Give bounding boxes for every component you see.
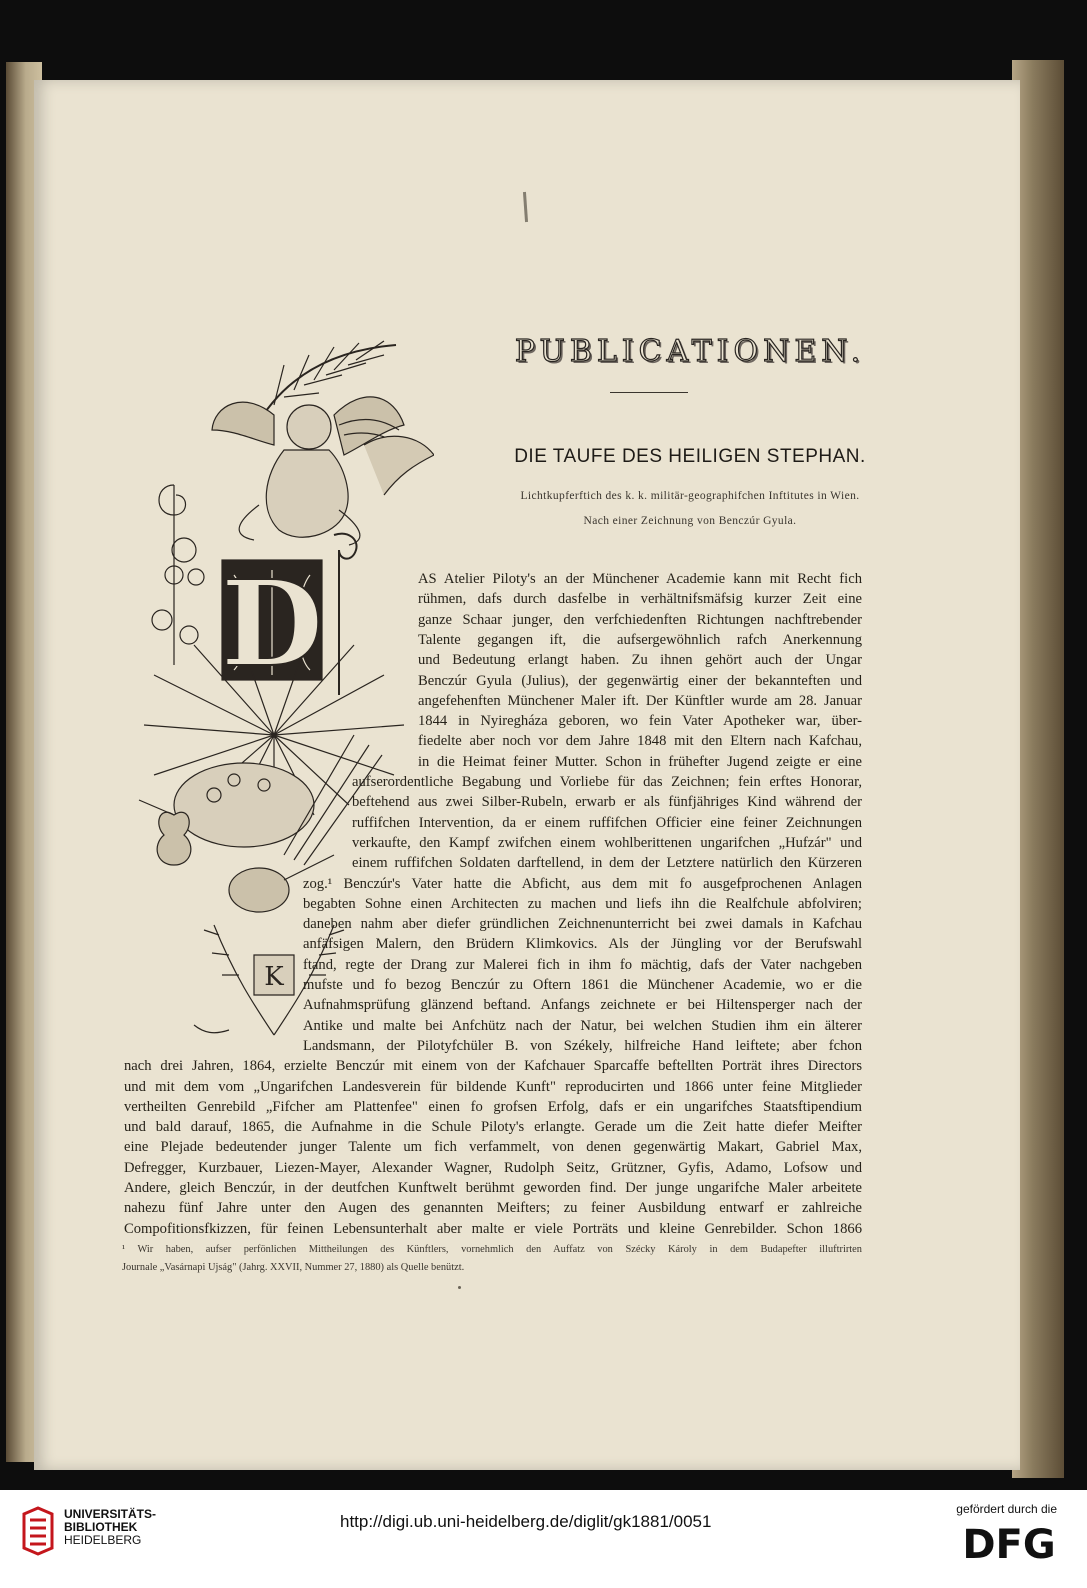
library-name [64,1508,156,1547]
text-line: fiedelte aber noch vor dem Jahre 1848 mit den Eltern nach Kafchau, [418,733,862,750]
text-line: Talente gegangen ift, die aufsergewöhnlich rafch Anerkennung [418,631,862,648]
dfg-logo-text: DFG [962,1522,1056,1564]
footnote-line-1: ¹ Wir haben, aufser perfönlichen Mittheilungen des Künftlers, vornehmlich den Auffatz von Szécky Károly in dem Budapefter illuftrirten [122,1244,862,1255]
text-line: anfäfsigen Malern, den Brüdern Klimkovics. Als der Jüngling vor der Berufswahl [303,936,862,953]
text-line: vertheilten Genrebild „Fifcher am Plattenfee" einen fo grofsen Erfolg, dafs er ein ungarifches Staatsftipendium [124,1098,862,1115]
text-line: verkaufte, den Kampf zwifchen einem wohlberittenen ungarifchen „Hufzár" und [352,834,862,851]
text-line: nach drei Jahren, 1864, erzielte Benczúr mit einem von der Kafchauer Sparcaffe beftellten Porträt ihres Directors [124,1058,862,1075]
dfg-logo-icon [957,1520,1061,1564]
text-line: 1844 in Nyiregháza geboren, wo fein Vater Apotheker war, über- [418,713,862,730]
text-line: angefehenften Münchener Maler ift. Der Künftler wurde am 28. Januar [418,692,862,709]
permalink-url[interactable]: http://digi.ub.uni-heidelberg.de/diglit/gk1881/0051 [340,1512,712,1531]
article-title: DIE TAUFE DES HEILIGEN STEPHAN. [514,446,866,467]
text-line: in die Heimat feiner Mutter. Schon in frühefter Jugend zeigte er eine [418,753,862,770]
text-line: ftand, regte der Drang zur Malerei fich in ihm fo mächtig, dafs der Vater nachgeben [303,956,862,973]
section-header: PUBLICATIONEN. [514,334,866,369]
university-library-logo-icon [18,1504,58,1558]
text-line: mufste und fo bezog Benczúr zu Oftern 1861 die Münchener Academie, wo er die [303,977,862,993]
text-line: einem ruffifchen Soldaten darftellend, in dem der Letztere natürlich den Kürzeren [352,855,862,872]
text-line: nahezu fünf Jahre unter den Augen des genannten Meifters; zu feiner Ausbildung entwarf er zahlreiche [124,1200,862,1217]
library-name-line-3: HEIDELBERG [64,1533,142,1547]
text-line: Antike und malte bei Anfchütz nach der Natur, bei welchen Studien ihm ein älterer [303,1017,862,1034]
drawing-credit: Nach einer Zeichnung von Benczúr Gyula. [583,515,797,527]
text-line: ganze Schaar junger, den verfchiedenften Richtungen nachftrebender [418,611,862,628]
text-line: Defregger, Kurzbauer, Liezen-Mayer, Alexander Wagner, Rudolph Seitz, Grützner, Gyfis, Adamo, Lofsow und [124,1159,862,1176]
text-line: Aufnahmsprüfung glänzend beftand. Anfangs zeichnete er bei Hiltensperger nach der [303,997,862,1014]
drop-cap: D [220,554,324,693]
header-rule [610,392,688,393]
text-line: und Bedeutung erlangt haben. Zu ihnen gehört auch der Ungar [418,652,862,669]
footnote-line-2: Journale „Vasárnapi Ujság" (Jahrg. XXVII, Nummer 27, 1880) als Quelle benützt. [122,1262,465,1273]
text-line: zog.¹ Benczúr's Vater hatte die Abficht, aus dem mit fo ausgefprochenen Anlagen [303,875,862,892]
text-line: und mit dem vom „Ungarifchen Landesverein für bildende Kunft" reproducirten und 1866 unter feine Mitglieder [124,1078,862,1095]
funded-by-label: gefördert durch die [956,1502,1057,1516]
text-line: ruffifchen Intervention, da er einem ruffifchen Officier eine feiner Zeichnungen [352,814,862,831]
library-name-line-2: BIBLIOTHEK [64,1520,138,1534]
text-line: begabten Sohne einen Architecten zu machen und liefs ihn die Realfchule abfolviren; [303,895,862,912]
text-line: Benczúr Gyula (Julius), der gegenwärtig einer der bekannteften und [418,672,862,689]
viewer-footer [0,1490,1087,1588]
text-line: aufserordentliche Begabung und Vorliebe für das Zeichnen; fein erftes Honorar, [352,774,862,790]
svg-text:K: K [264,962,284,992]
text-line: rühmen, dafs durch dasfelbe in verhältnifsmäfsig kurzer Zeit eine [418,591,862,608]
text-line: und bald darauf, 1865, die Aufnahme in die Schule Piloty's erlangte. Gerade um die Zeit hatte diefer Meifter [124,1119,862,1136]
text-line: Andere, gleich Benczúr, in der deutfchen Kunftwelt berühmt geworden find. Der junge ungarifche Maler arbeitete [124,1180,862,1196]
text-line: daneben nahm aber diefer gründlichen Zeichnenunterricht bei zwei damals in Kafchau [303,916,862,933]
text-line: Landsmann, der Pilotyfchüler B. von Székely, hilfreiche Hand leiftete; aber fchon [303,1037,862,1054]
text-line: beftehend aus zwei Silber-Rubeln, erwarb er als fünfjähriges Kind während der [352,794,862,811]
text-line: AS Atelier Piloty's an der Münchener Academie kann mit Recht fich [418,571,862,587]
page-speck [458,1286,461,1289]
engraving-credit: Lichtkupferftich des k. k. militär-geographifchen Inftitutes in Wien. [520,490,860,502]
library-name-line-1: UNIVERSITÄTS- [64,1507,157,1521]
text-line: eine Plejade bedeutender junger Talente um fich verfammelt, von denen gegenwärtig Makart, Gabriel Max, [124,1139,862,1156]
text-line: Compofitionsfkizzen, für feinen Lebensunterhalt aber malte er viele Porträts und kleine Genrebilder. Schon 1866 [124,1220,862,1237]
